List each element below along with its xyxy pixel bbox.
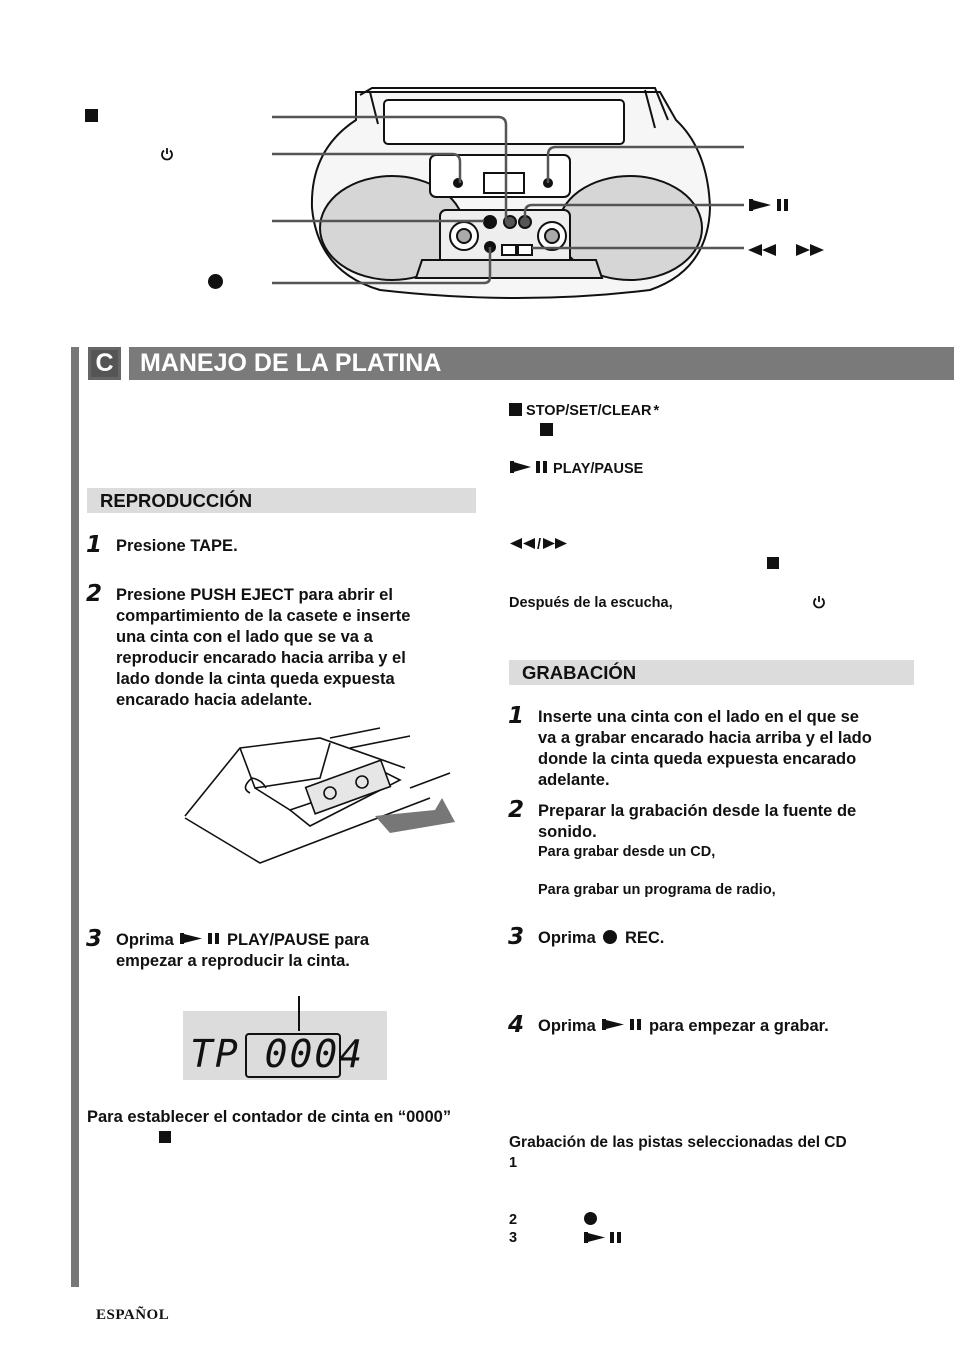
play-step-2-number: 2	[86, 581, 103, 607]
cd-tracks-heading: Grabación de las pistas seleccionadas del CD	[509, 1134, 847, 1151]
play-step-1-text: Presione TAPE.	[116, 537, 238, 555]
cd-step-2-number: 2	[509, 1212, 518, 1228]
play-step-3-text: Oprima PLAY/PAUSE para empezar a reproducir la cinta.	[116, 931, 370, 970]
rec-from-cd-text: Para grabar desde un CD,	[538, 844, 716, 860]
stereo-diagram	[0, 0, 954, 320]
cd-step-1-number: 1	[509, 1155, 518, 1171]
power-icon	[812, 595, 826, 609]
play-step-1-number: 1	[86, 532, 103, 558]
rec-step-2-number: 2	[508, 797, 525, 823]
cassette-insert-illustration	[180, 718, 460, 878]
section-letter: C	[91, 350, 118, 377]
stop-square-icon	[159, 1131, 171, 1143]
play-pause-icon	[749, 197, 791, 213]
section-side-bar	[71, 347, 79, 1287]
stop-button-label: STOP/SET/CLEAR *	[509, 402, 659, 421]
rewind-icon	[509, 537, 537, 550]
record-dot-icon	[584, 1212, 597, 1225]
play-pause-icon	[178, 931, 222, 946]
counter-reset-heading: Para establecer el contador de cinta en “0000”	[87, 1108, 452, 1126]
rec-step-1-text: Inserte una cinta con el lado en el que se va a grabar encarado hacia arriba y el lado donde la cinta queda expuesta encarado adelante.	[538, 708, 872, 789]
rec-step-4-number: 4	[508, 1012, 525, 1038]
section-title: MANEJO DE LA PLATINA	[140, 349, 442, 377]
lcd-pointer-line	[298, 996, 300, 1031]
rec-step-3-text: Oprima REC.	[538, 929, 665, 947]
rec-step-2-text: Preparar la grabación desde la fuente de sonido.	[538, 802, 857, 841]
play-step-2-text: Presione PUSH EJECT para abrir el compartimiento de la casete e inserte una cinta con el lado que se va a reproducir encarado hacia arriba y el lado donde la cinta queda expuesta encarado hacia adelante.	[116, 586, 411, 709]
recording-heading: GRABACIÓN	[509, 660, 914, 685]
cd-step-3-number: 3	[509, 1230, 518, 1246]
rec-step-4-text: Oprima para empezar a grabar.	[538, 1017, 829, 1035]
fast-forward-icon	[541, 537, 569, 550]
lcd-readout: TP 0004	[190, 1032, 365, 1076]
rec-step-1-number: 1	[508, 703, 525, 729]
play-pause-icon	[600, 1017, 644, 1032]
stop-square-icon	[540, 423, 553, 436]
footer-language: ESPAÑOL	[96, 1307, 170, 1323]
record-dot-icon	[603, 930, 617, 944]
stop-square-icon	[509, 403, 522, 416]
fast-forward-icon	[796, 242, 826, 258]
stop-square-icon	[85, 109, 98, 122]
rewind-icon	[748, 242, 778, 258]
record-dot-icon	[208, 274, 223, 289]
power-icon	[160, 147, 174, 161]
rec-step-3-number: 3	[508, 924, 525, 950]
play-step-3-number: 3	[86, 926, 103, 952]
play-pause-icon	[509, 460, 549, 474]
stop-square-icon	[767, 557, 779, 569]
boombox-illustration	[0, 0, 954, 320]
playback-heading: REPRODUCCIÓN	[87, 488, 476, 513]
rewind-ff-label: /	[509, 536, 569, 555]
rec-from-radio-text: Para grabar un programa de radio,	[538, 882, 776, 898]
play-pause-icon	[583, 1231, 623, 1244]
after-listening-text: Después de la escucha,	[509, 595, 673, 611]
play-pause-button-label: PLAY/PAUSE	[509, 460, 643, 479]
